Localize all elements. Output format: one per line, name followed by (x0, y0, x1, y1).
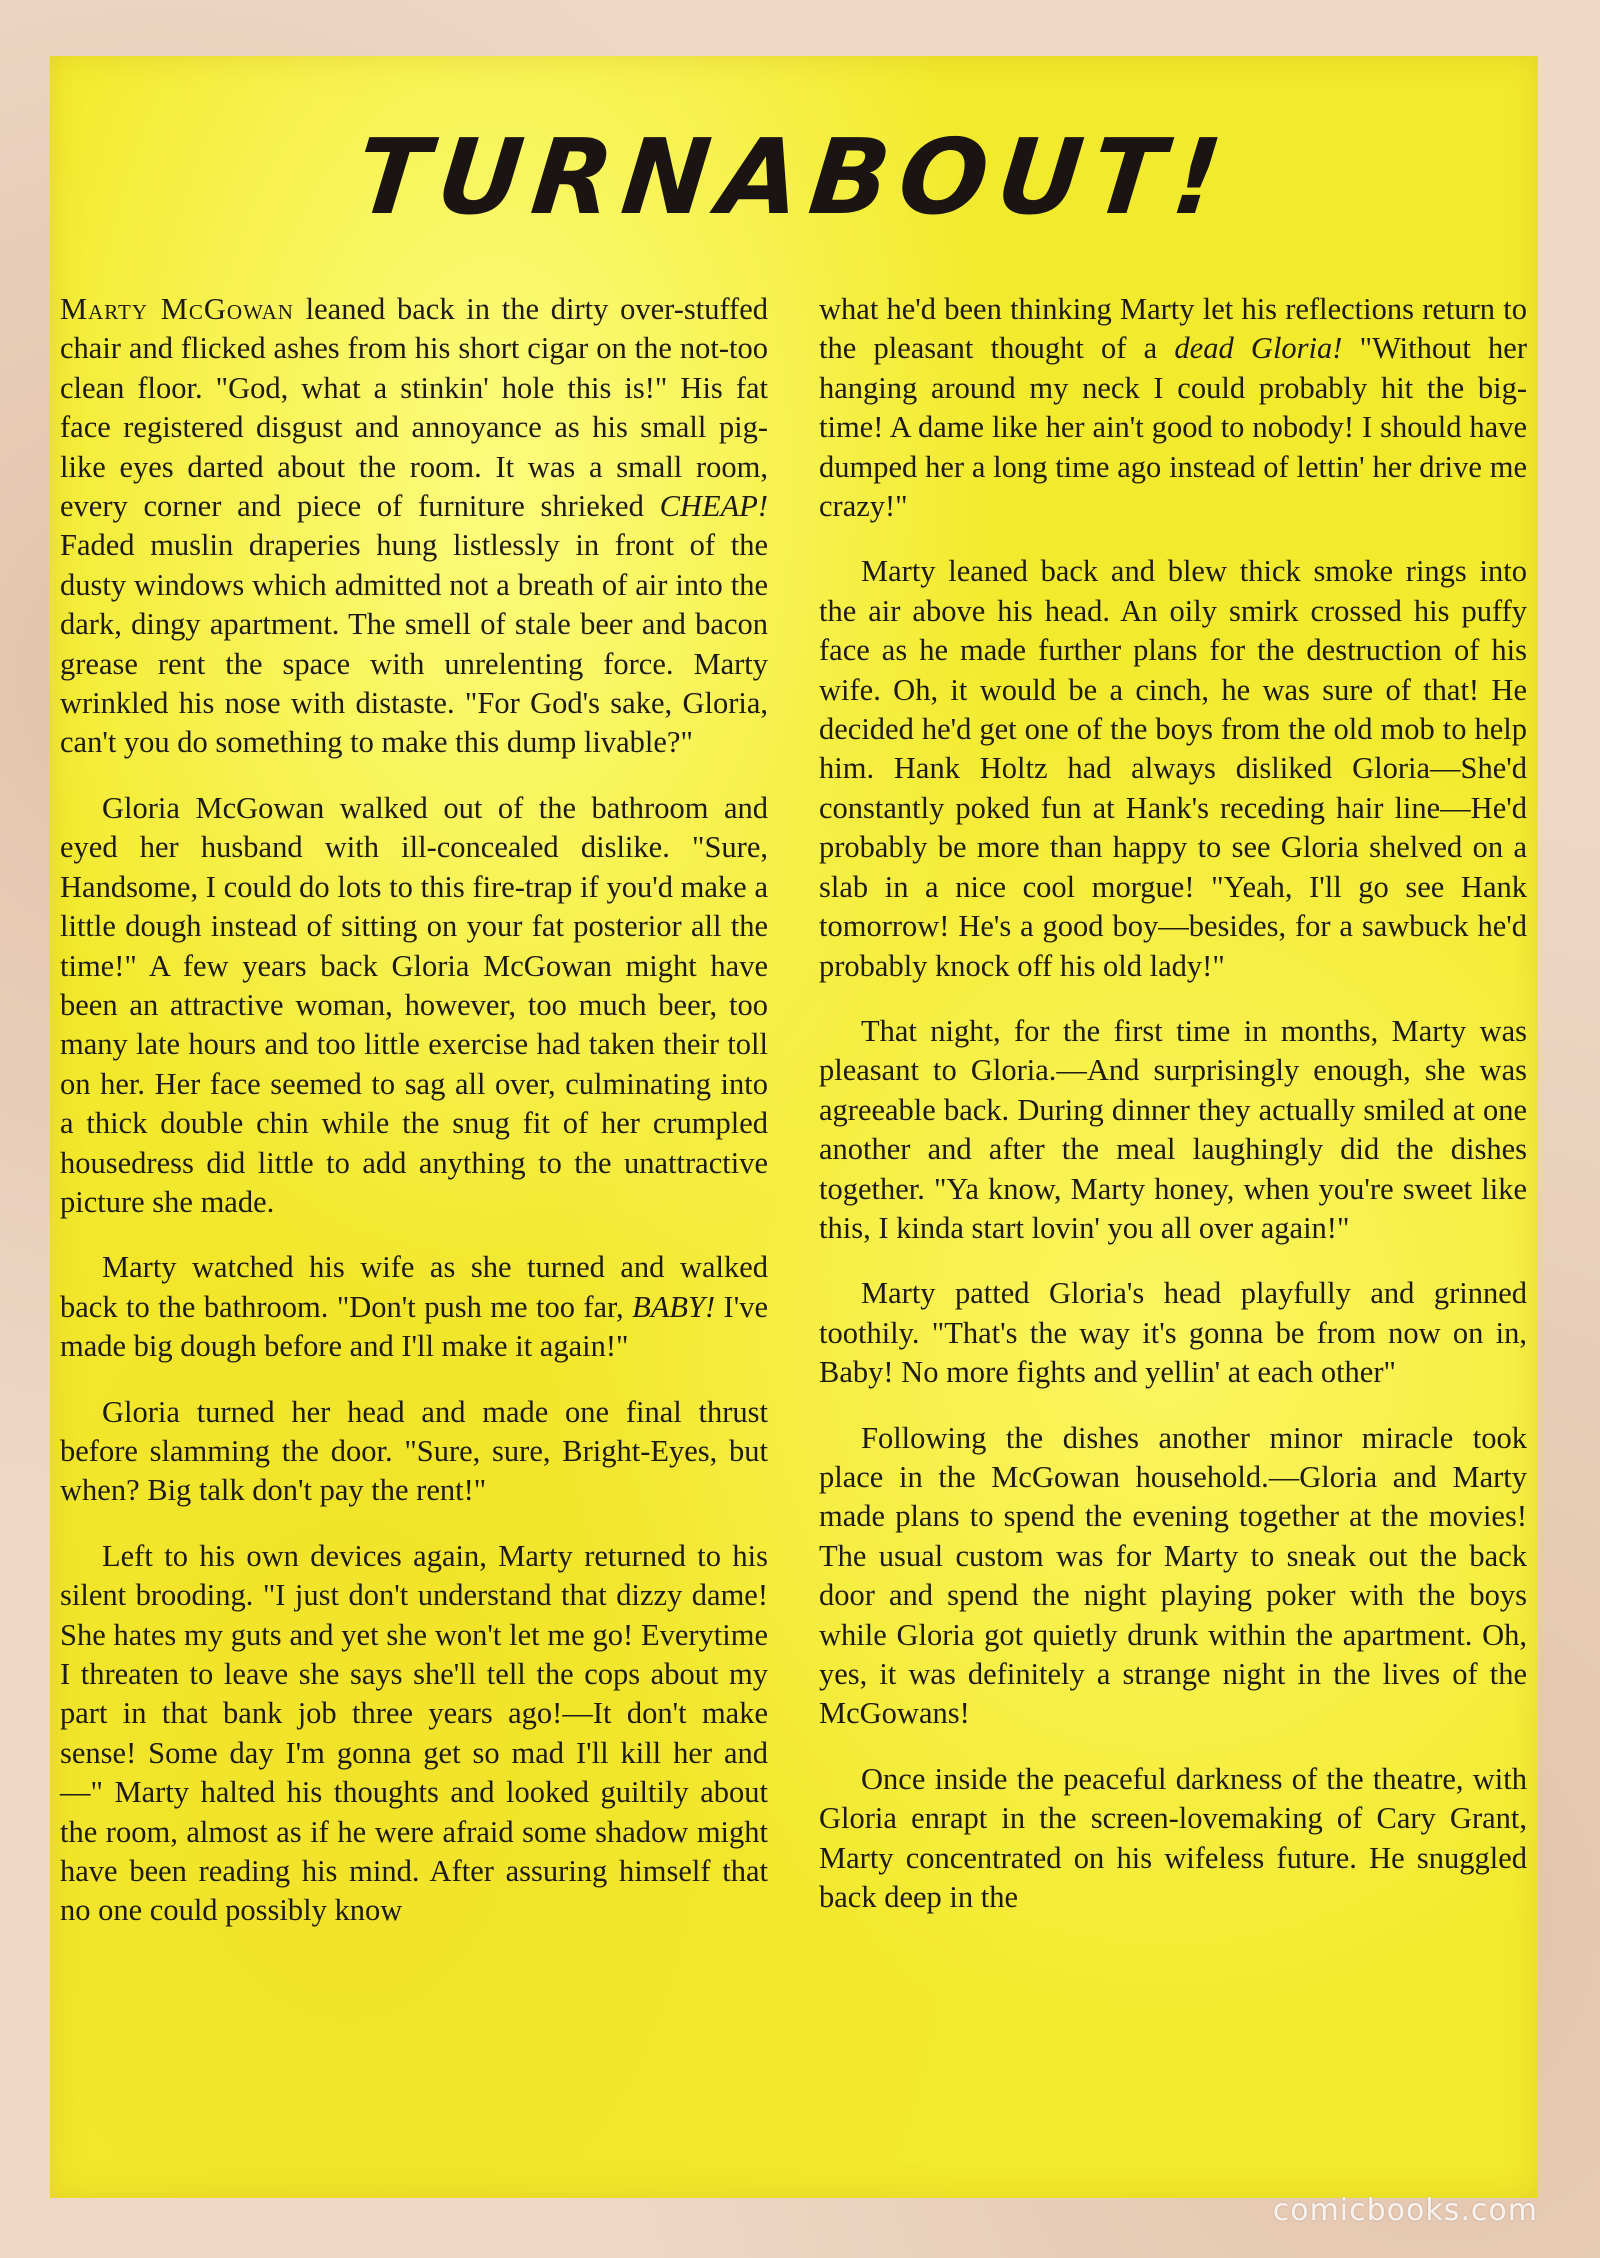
lead-in: Marty McGowan (60, 292, 294, 326)
paragraph: Marty McGowan leaned back in the dirty over-stuffed chair and flicked ashes from his short cigar on the not-too clean floor. "God, what a stinkin' hole this is!" His fat face registered disgust and annoyance as his small pig-like eyes darted about the room. It was a small room, every corner and piece of furniture shrieked CHEAP! Faded muslin draperies hung listlessly in front of the dusty windows which admitted not a breath of air into the dark, dingy apartment. The smell of stale beer and bacon grease rent the space with unrelenting force. Marty wrinkled his nose with distaste. "For God's sake, Gloria, can't you do something to make this dump livable?" (60, 292, 769, 760)
paragraph: Once inside the peaceful darkness of the theatre, with Gloria enrapt in the screen-lovemaking of Cary Grant, Marty concentrated on his wifeless future. He snuggled back deep in the (819, 1761, 1527, 1915)
paragraph: That night, for the first time in months, Marty was pleasant to Gloria.—And surprisingly enough, she was agreeable back. During dinner they actually smiled at one another and after the meal laughingly did the dishes together. "Ya know, Marty honey, when you're sweet like this, I kinda start lovin' you all over again!" (819, 1013, 1527, 1245)
paragraph: Marty watched his wife as she turned and walked back to the bathroom. "Don't push me too far, BABY! I've made big dough before and I'll make it again!" (60, 1250, 768, 1364)
emphasis-text: BABY! (632, 1289, 716, 1324)
paragraph: Gloria turned her head and made one final thrust before slamming the door. "Sure, sure, Bright-Eyes, but when? Big talk don't pay the rent!" (60, 1394, 768, 1508)
emphasis-text: dead Gloria! (1174, 331, 1343, 366)
paragraph: Left to his own devices again, Marty returned to his silent brooding. "I just don't understand that dizzy dame! She hates my guts and yet she won't let me go! Everytime I threaten to leave she says she'll tell the cops about my part in that bank job three years ago!—It don't make sense! Some day I'm gonna get so mad I'll kill her and —" Marty halted his thoughts and looked guiltily about the room, almost as if he were afraid some shadow might have been reading his mind. After assuring himself that no one could possibly know (60, 1538, 768, 1928)
paragraph: Marty patted Gloria's head playfully and grinned toothily. "That's the way it's gonna be from now on in, Baby! No more fights and yellin' at each other" (819, 1276, 1527, 1390)
text-story-panel (50, 56, 1538, 2198)
right-column (819, 290, 1527, 1943)
story-title: TURNABOUT! (350, 116, 1238, 238)
watermark: comicbooks.com (1272, 2193, 1538, 2228)
paragraph: what he'd been thinking Marty let his reflections return to the pleasant thought of a dead Gloria! "Without her hanging around my neck I could probably hit the big-time! A dame like her ain't good to nobody! I should have dumped her a long time ago instead of lettin' her drive me crazy!" (819, 292, 1527, 524)
paragraph: Gloria McGowan walked out of the bathroom and eyed her husband with ill-concealed dislike. "Sure, Handsome, I could do lots to this fire-trap if you'd make a little dough instead of sitting on your fat posterior all the time!" A few years back Gloria McGowan might have been an attractive woman, however, too much beer, too many late hours and too little exercise had taken their toll on her. Her face seemed to sag all over, culminating into a thick double chin while the snug fit of her crumpled housedress did little to add anything to the unattractive picture she made. (60, 790, 768, 1219)
emphasis-text: CHEAP! (659, 489, 768, 524)
paragraph: Following the dishes another minor miracle took place in the McGowan household.—Gloria and Marty made plans to spend the evening together at the movies! The usual custom was for Marty to sneak out the back door and spend the night playing poker with the boys while Gloria got quietly drunk within the apartment. Oh, yes, it was definitely a strange night in the lives of the McGowans! (819, 1420, 1527, 1731)
left-column (60, 290, 768, 1957)
paragraph: Marty leaned back and blew thick smoke rings into the air above his head. An oily smirk crossed his puffy face as he made further plans for the destruction of his wife. Oh, it would be a cinch, he was sure of that! He decided he'd get one of the boys from the old mob to help him. Hank Holtz had always disliked Gloria—She'd constantly poked fun at Hank's receding hair line—He'd probably be more than happy to see Gloria shelved on a slab in a nice cool morgue! "Yeah, I'll go see Hank tomorrow! He's a good boy—besides, for a sawbuck he'd probably knock off his old lady!" (819, 554, 1527, 983)
